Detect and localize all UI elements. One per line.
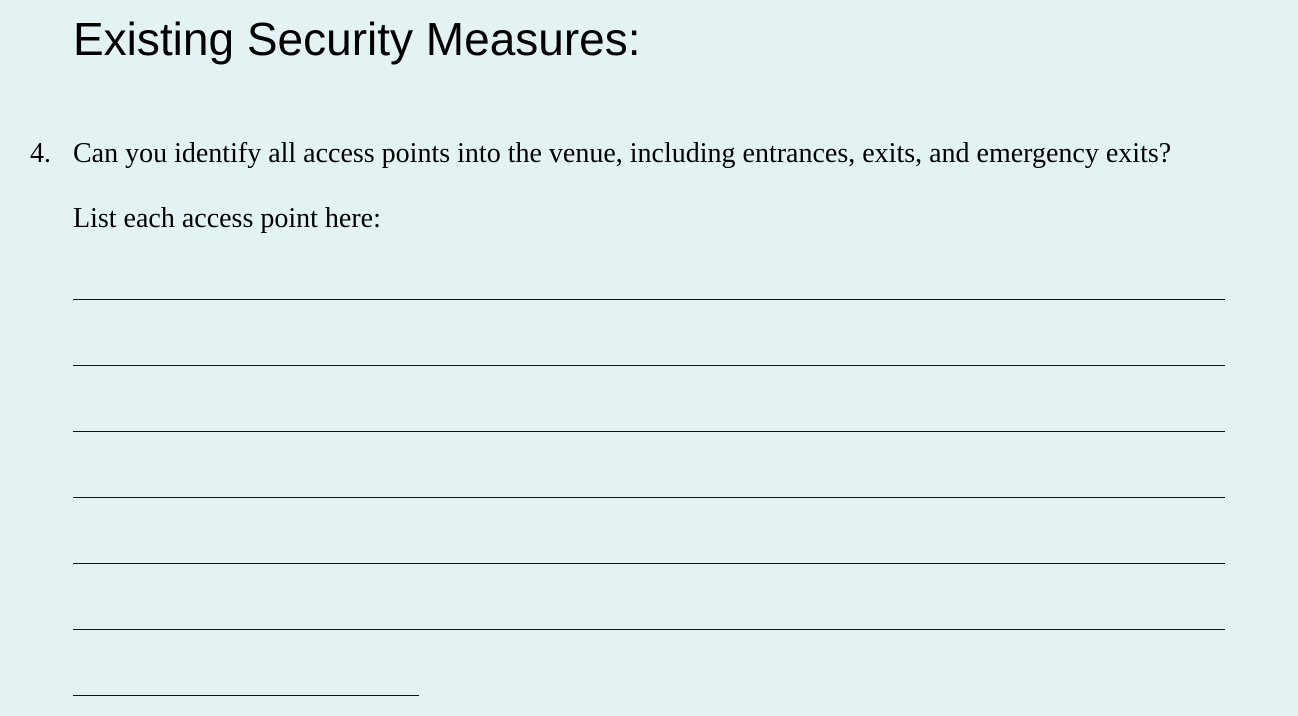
answer-line-6[interactable] [73, 629, 1225, 630]
answer-instruction: List each access point here: [73, 203, 381, 234]
answer-line-4[interactable] [73, 497, 1225, 498]
answer-line-1[interactable] [73, 299, 1225, 300]
question-item [30, 136, 1171, 172]
answer-line-3[interactable] [73, 431, 1225, 432]
answer-line-2[interactable] [73, 365, 1225, 366]
answer-line-5[interactable] [73, 563, 1225, 564]
answer-line-7[interactable] [73, 695, 419, 696]
section-heading: Existing Security Measures: [73, 13, 641, 65]
question-text: Can you identify all access points into the venue, including entrances, exits, and emergency exits? [73, 138, 1172, 169]
question-number: 4. [30, 138, 51, 169]
